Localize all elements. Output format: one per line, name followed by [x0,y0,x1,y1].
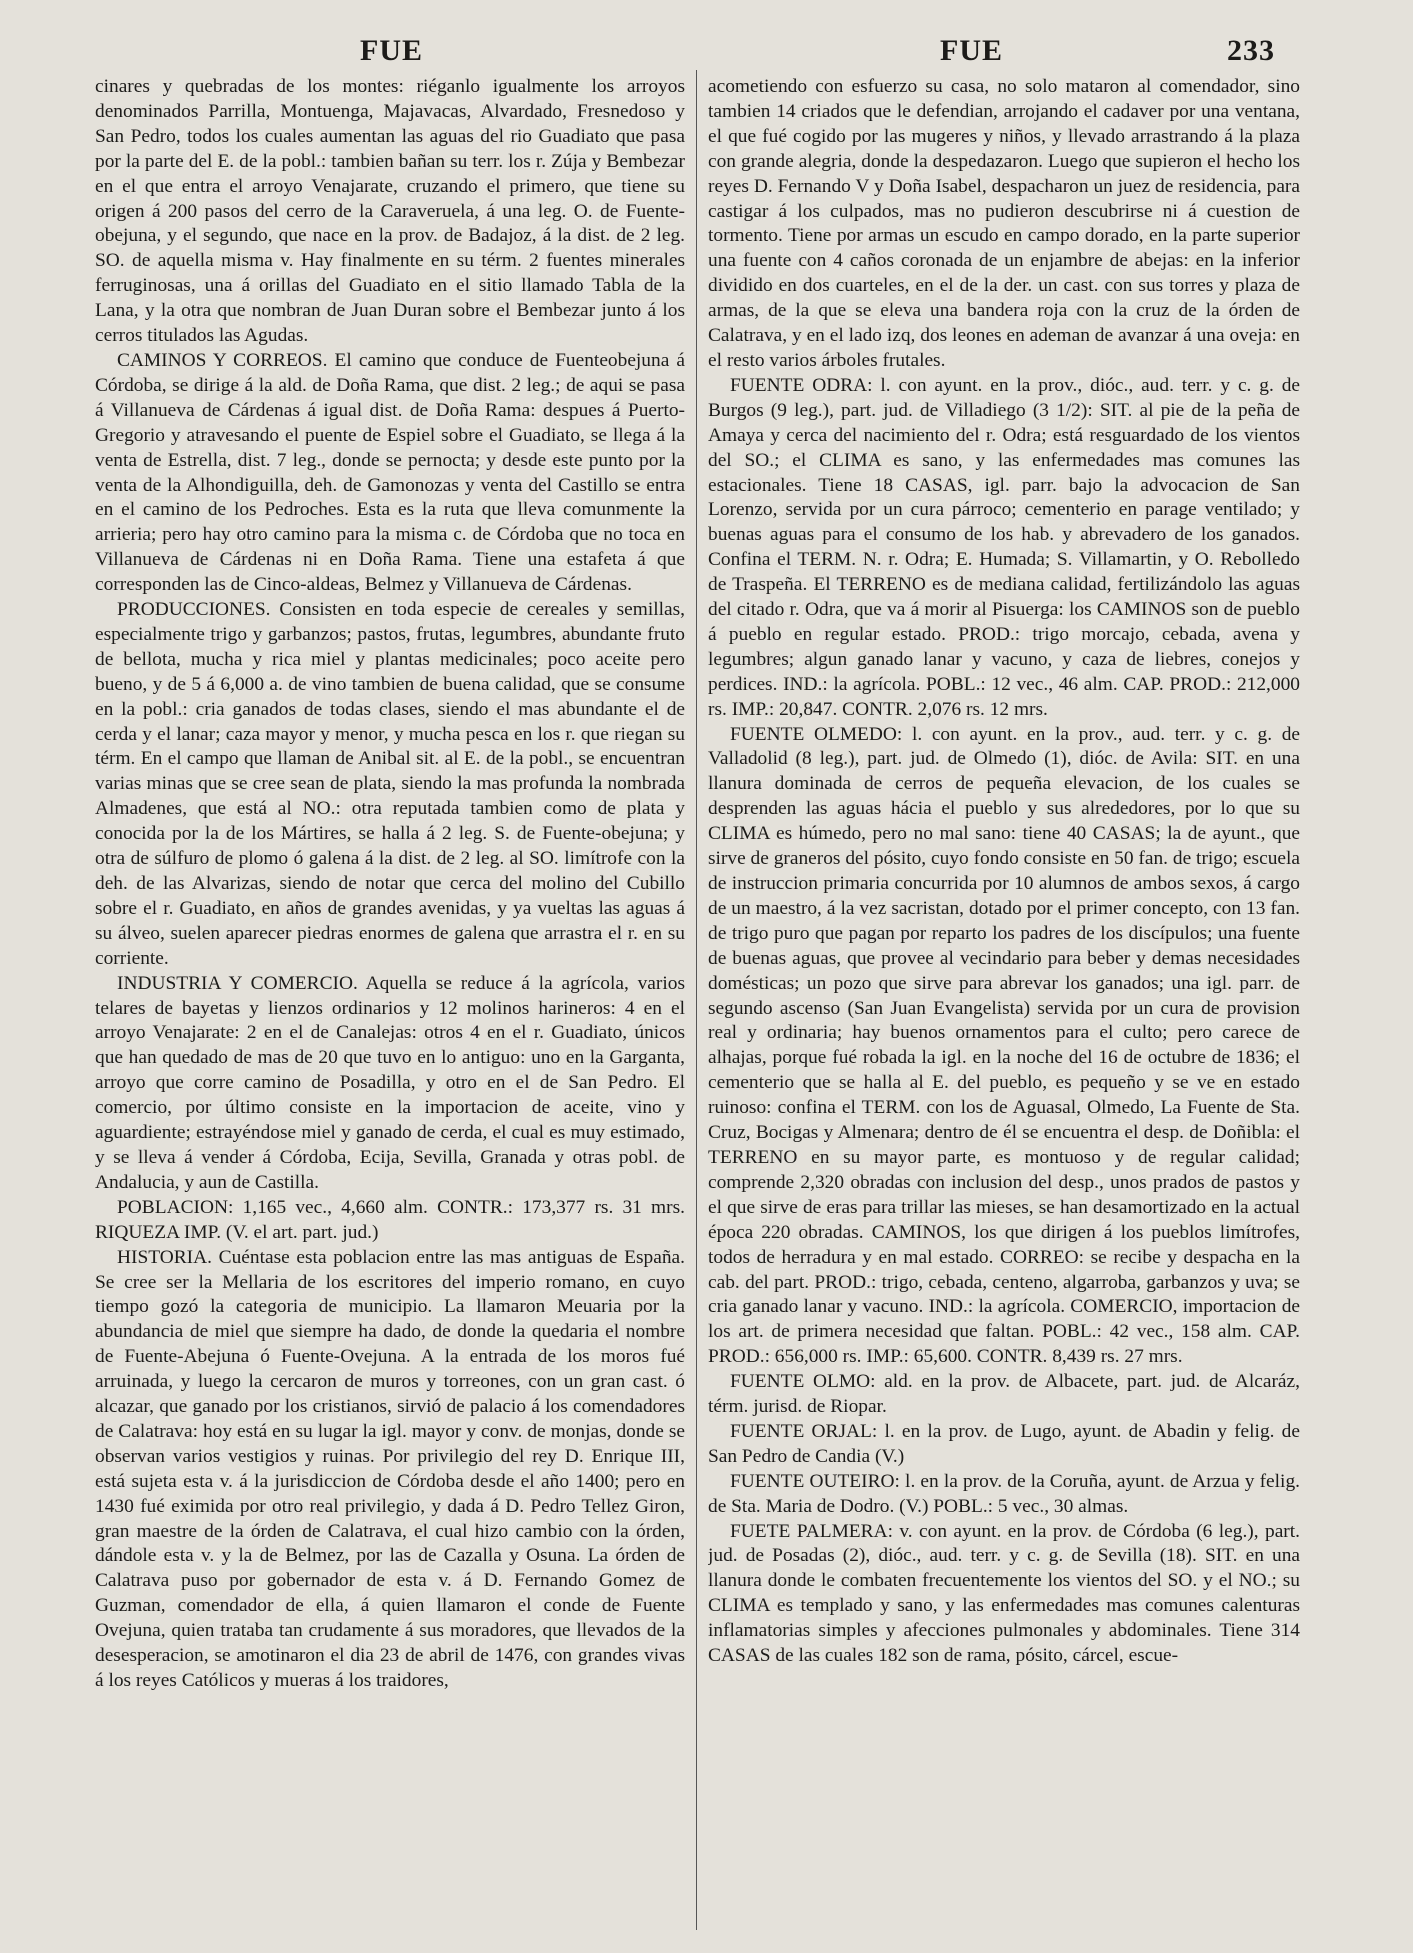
paragraph-poblacion: POBLACION: 1,165 vec., 4,660 alm. CONTR.: 173,377 rs. 31 mrs. RIQUEZA IMP. (V. el art. part. jud.) [95,1196,685,1243]
entry-fuente-outeiro: FUENTE OUTEIRO: l. en la prov. de la Coruña, ayunt. de Arzua y felig. de Sta. Maria de Dodro. (V.) POBL.: 5 vec., 30 almas. [708,1470,1300,1517]
left-column [95,75,685,1935]
running-head-left: FUE [360,34,423,67]
paragraph-historia-continuation: acometiendo con esfuerzo su casa, no solo mataron al comendador, sino tambien 14 criados que le defendian, arrojando el cadaver por una ventana, el que fué cogido por las mugeres y niños, y llevado arrastrando á la plaza con grande alegria, donde la despedazaron. Luego que supieron el hecho los reyes D. Fernando V y Doña Isabel, despacharon un juez de residencia, para castigar á los culpados, mas no pudieron descubrirse ni á cuestion de tormento. Tiene por armas un escudo en campo dorado, en la parte superior una fuente con 4 caños coronada de un enjambre de abejas: en la inferior dividido en dos cuarteles, en el de la der. un cast. con sus torres y plaza de armas, de la que se eleva una bandera roja con la cruz de la órden de Calatrava, y en el lado izq, dos leones en ademan de avanzar á una oveja: en el resto varios árboles frutales. [708,76,1300,371]
paragraph-rivers-continuation: cinares y quebradas de los montes: riéganlo igualmente los arroyos denominados Parrilla, Montuenga, Majavacas, Alvardado, Fresnedoso y San Pedro, todos los cuales aumentan las aguas del rio Guadiato que pasa por la parte del E. de la pobl.: tambien bañan su terr. los r. Zúja y Bembezar en el que entra el arroyo Venajarate, cruzando el primero, que tiene su origen á 200 pasos del cerro de la Caraveruela, á una leg. O. de Fuente-obejuna, y el segundo, que nace en la prov. de Badajoz, á la dist. de 2 leg. SO. de aquella misma v. Hay finalmente en su térm. 2 fuentes minerales ferruginosas, una á orillas del Guadiato en el sitio llamado Tabla de la Lana, y la otra que nombran de Juan Duran sobre el Bembezar junto á los cerros titulados las Agudas. [95,76,685,347]
entry-fuente-odra: FUENTE ODRA: l. con ayunt. en la prov., dióc., aud. terr. y c. g. de Burgos (9 leg.), part. jud. de Villadiego (3 1/2): SIT. al pie de la peña de Amaya y cerca del nacimiento del r. Odra; está resguardado de los vientos del SO.; el CLIMA es sano, y las enfermedades mas comunes las estacionales. Tiene 18 CASAS, igl. parr. bajo la advocacion de San Lorenzo, servida por un cura párroco; cementerio en parage ventilado; y buenas aguas para el consumo de los hab. y abrevadero de los ganados. Confina el TERM. N. r. Odra; E. Humada; S. Villamartin, y O. Rebolledo de Traspeña. El TERRENO es de mediana calidad, fertilizándolo las aguas del citado r. Odra, que va á morir al Pisuerga: los CAMINOS son de pueblo á pueblo en regular estado. PROD.: trigo morcajo, cebada, avena y legumbres; algun ganado lanar y vacuno, y caza de liebres, conejos y perdices. IND.: la agrícola. POBL.: 12 vec., 46 alm. CAP. PROD.: 212,000 rs. IMP.: 20,847. CONTR. 2,076 rs. 12 mrs. [708,374,1300,720]
entry-fuete-palmera: FUETE PALMERA: v. con ayunt. en la prov. de Córdoba (6 leg.), part. jud. de Posadas (2), dióc., aud. terr. y c. g. de Sevilla (18). SIT. en una llanura donde le combaten frecuentemente los vientos del SO. y el NO.; su CLIMA es templado y sano, y las enfermedades mas comunes calenturas inflamatorias simples y afecciones pulmonales y abdominales. Tiene 314 CASAS de las cuales 182 son de rama, pósito, cárcel, escue- [708,1520,1300,1667]
paragraph-producciones: PRODUCCIONES. Consisten en toda especie de cereales y semillas, especialmente trigo y garbanzos; pastos, frutas, legumbres, abundante fruto de bellota, mucha y rica miel y plantas medicinales; poco aceite pero bueno, y de 5 á 6,000 a. de vino tambien de buena calidad, que se consume en la pobl.: cria ganados de todas clases, siendo el mas abundante el de cerda y el lanar; caza mayor y menor, y mucha pesca en los r. que riegan su térm. En el campo que llaman de Anibal sit. al E. de la pobl., se encuentran varias minas que se cree sean de plata, siendo la mas profunda la nombrada Almadenes, que está al NO.: otra reputada tambien como de plata y conocida por la de los Mártires, se halla á 2 leg. S. de Fuente-obejuna; y otra de súlfuro de plomo ó galena á la dist. de 2 leg. al SO. limítrofe con la deh. de las Alvarizas, siendo de notar que cerca del molino del Cubillo sobre el r. Guadiato, en años de grandes avenidas, y ya vueltas las aguas á su álveo, suelen aparecer piedras enormes de galena que arrastra el r. en su corriente. [95,599,685,969]
right-column [708,75,1300,1935]
running-head-right: FUE [940,34,1003,67]
paragraph-industria-y-comercio: INDUSTRIA Y COMERCIO. Aquella se reduce á la agrícola, varios telares de bayetas y lienzos ordinarios y 12 molinos harineros: 4 en el arroyo Venajarate: 2 en el de Canalejas: otros 4 en el r. Guadiato, únicos que han quedado de mas de 20 que tuvo en lo antiguo: uno en la Garganta, arroyo que corre camino de Posadilla, y otro en el de San Pedro. El comercio, por último consiste en la importacion de aceite, vino y aguardiente; estrayéndose miel y ganado de cerda, el cual es muy estimado, y se lleva á vender á Córdoba, Ecija, Sevilla, Granada y otras pobl. de Andalucia, y aun de Castilla. [95,972,685,1193]
entry-fuente-olmo: FUENTE OLMO: ald. en la prov. de Albacete, part. jud. de Alcaráz, térm. jurisd. de Riopar. [708,1371,1300,1418]
page-number: 233 [1227,34,1275,67]
paragraph-historia: HISTORIA. Cuéntase esta poblacion entre las mas antiguas de España. Se cree ser la Mellaria de los escritores del imperio romano, en cuyo tiempo gozó la categoria de municipio. La llamaron Meuaria por la abundancia de miel que siempre ha dado, de donde la quedaria el nombre de Fuente-Abejuna ó Fuente-Ovejuna. A la entrada de los moros fué arruinada, y luego la cercaron de muros y torreones, con un gran cast. ó alcazar, que ganado por los cristianos, sirvió de palacio á los comendadores de Calatrava: hoy está en su lugar la igl. mayor y conv. de monjas, donde se observan varios vestigios y ruinas. Por privilegio del rey D. Enrique III, está sujeta esta v. á la jurisdiccion de Córdoba desde el año 1400; pero en 1430 fué eximida por otro real privilegio, y dada á D. Pedro Tellez Giron, gran maestre de la órden de Calatrava, el cual hizo cambio con la órden, dándole esta v. y la de Belmez, por las de Cazalla y Osuna. La órden de Calatrava puso por gobernador de esta v. á D. Fernando Gomez de Guzman, comendador de ella, á quien llamaron el conde de Fuente Ovejuna, quien trataba tan crudamente á sus moradores, que llevados de la desesperacion, se amotinaron el dia 23 de abril de 1476, con grandes vivas á los reyes Católicos y mueras á los traidores, [95,1246,685,1691]
entry-fuente-orjal: FUENTE ORJAL: l. en la prov. de Lugo, ayunt. de Abadin y felig. de San Pedro de Candia (V.) [708,1420,1300,1467]
paragraph-caminos-y-correos: CAMINOS Y CORREOS. El camino que conduce de Fuenteobejuna á Córdoba, se dirige á la ald. de Doña Rama, que dist. 2 leg.; de aqui se pasa á Villanueva de Cárdenas á igual dist. de Doña Rama: despues á Puerto-Gregorio y atravesando el puente de Espiel sobre el Guadiato, se llega á la venta de Estrella, dist. 7 leg., donde se pernocta; y desde este punto por la venta de la Alhondiguilla, deh. de Gamonozas y venta del Castillo se entra en el camino de los Pedroches. Esta es la ruta que lleva comunmente la arrieria; pero hay otro camino para la misma c. de Córdoba que no toca en Villanueva de Cárdenas ni en Doña Rama. Tiene una estafeta á que corresponden las de Cinco-aldeas, Belmez y Villanueva de Cárdenas. [95,349,685,596]
entry-fuente-olmedo: FUENTE OLMEDO: l. con ayunt. en la prov., aud. terr. y c. g. de Valladolid (8 leg.), part. jud. de Olmedo (1), dióc. de Avila: SIT. en una llanura dominada de cerros de pequeña elevacion, de los cuales se desprenden las aguas hácia el pueblo y sus alrededores, por lo que su CLIMA es húmedo, pero no mal sano: tiene 40 CASAS; la de ayunt., que sirve de graneros del pósito, cuyo fondo consiste en 50 fan. de trigo; escuela de instruccion primaria concurrida por 10 alumnos de ambos sexos, á cargo de un maestro, á la vez sacristan, dotado por el primer concepto, con 13 fan. de trigo puro que pagan por reparto los padres de los discípulos; una fuente de buenas aguas, que provee al vecindario para beber y demas necesidades domésticas; un pozo que sirve para abrevar los ganados; una igl. parr. de segundo ascenso (San Juan Evangelista) servida por un cura de provision real y ordinaria; hay buenos ornamentos para el culto; pero carece de alhajas, porque fué robada la igl. en la noche del 16 de octubre de 1836; el cementerio que se halla al E. del pueblo, es pequeño y se ve en estado ruinoso: confina el TERM. con los de Aguasal, Olmedo, La Fuente de Sta. Cruz, Bocigas y Almenara; dentro de él se encuentra el desp. de Doñibla: el TERRENO en su mayor parte, es montuoso y de regular calidad; comprende 2,320 obradas con inclusion del desp., unos prados de pastos y el que sirve de eras para trillar las mieses, se han desamortizado en la actual época 220 obradas. CAMINOS, los que dirigen á los pueblos limítrofes, todos de herradura y en mal estado. CORREO: se recibe y despacha en la cab. del part. PROD.: trigo, cebada, centeno, algarroba, garbanzos y uva; se cria ganado lanar y vacuno. IND.: la agrícola. COMERCIO, importacion de los art. de primera necesidad que faltan. POBL.: 42 vec., 158 alm. CAP. PROD.: 656,000 rs. IMP.: 65,600. CONTR. 8,439 rs. 27 mrs. [708,723,1300,1368]
column-divider [696,70,697,1930]
